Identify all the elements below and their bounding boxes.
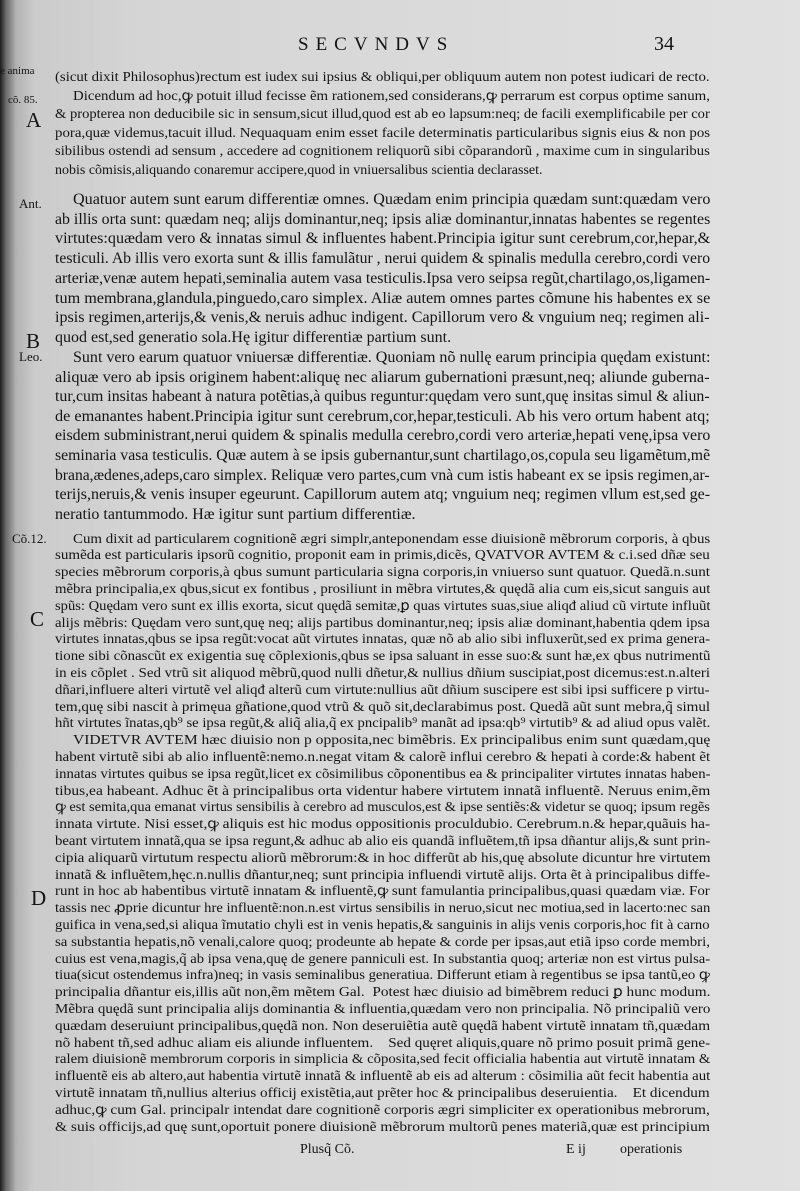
section-letter-c: C xyxy=(30,607,45,631)
text-line: quod est,sed generatio sola.Hę igitur differentiæ partium sunt. xyxy=(55,328,452,346)
text-line: terijs,neruis,& venis insuper egeurunt. Capillorum autem atq; vnguium neq; regimen vllum est,sed ge- xyxy=(55,486,711,504)
signature-mark: E ij xyxy=(566,1142,586,1157)
text-line: (sicut dixit Philosophus)rectum est iudex sui ipsius & obliqui,per obliquum autem non potest iudicari de recto. xyxy=(55,70,710,85)
text-line: virtutes:quædam vero & innatas simul & influentes habent.Principia igitur sunt cerebrum,cor,hepar,& xyxy=(55,230,711,248)
ant-translation-paragraph xyxy=(55,190,710,348)
text-line: tibus,ea habeant. Adhuc ẽt à principalibus orta videntur habere virtutem innatã influentẽ. Neruus enim,ẽm xyxy=(55,783,711,799)
text-line: sumẽda est particularis ipsorũ cognitio, proponit eam in primis,dicẽs, QVATVOR AVTEM & c.i.sed dñæ seu xyxy=(55,548,710,564)
text-line: & suis officijs,ad quę sunt,oportuit ponere diuisionẽ mẽbrorum multorũ penes materiã,quæ est principium xyxy=(55,1119,710,1135)
commentary-paragraph xyxy=(55,532,710,734)
text-line: habent virtutẽ sibi ab alio influentẽ:nemo.n.negat vitam & calorẽ influi cerebro & hepati à corde:& habent ẽt xyxy=(55,749,711,765)
text-line: ꝙ est semita,qua emanat virtus sensibilis à cerebro ad musculos,est & ipse sentiẽs:& videtur se quoq; ipsum regẽs xyxy=(55,800,710,816)
text-line: principalia dñantur eis,illis aũt non,ẽm mẽtem Gal. Potest hæc diuisio ad bimẽbrem reduci ꝑ hunc modum. xyxy=(55,985,711,1001)
text-line: adhuc,ꝙ cum Gal. principalr intendat dare cognitionẽ corporis ægri simpliciter ex operationibus mebrorum, xyxy=(55,1102,710,1118)
page-number: 34 xyxy=(654,33,674,55)
text-line: Dicendum ad hoc,ꝙ potuit illud fecisse ẽm rationem,sed considerans,ꝙ perrarum est corpus optime sanum, xyxy=(73,88,710,104)
text-line: hñt virtutes ĩnatas,qb⁹ se ipsa regũt,& aliq̃ alia,q̃ ex pncipalib⁹ manãt ad ipsa:qb⁹ virtutib⁹ & ad aliud opus valẽt. xyxy=(55,716,711,732)
text-line: aliquæ vero ab ipsis originem habent:aliquę nec aliarum gubernationi præsunt,neq; aliunde guberna- xyxy=(55,368,710,386)
text-line: tur,cum insitas habeant à natura potẽtias,à quibus reguntur:quędam vero sunt,quę insitas simul & aliun- xyxy=(55,388,710,406)
leo-translation-paragraph xyxy=(55,348,710,524)
text-line: neratio tantummodo. Hæ igitur sunt partium differentiæ. xyxy=(55,505,416,523)
text-line: beant virtutem innatã,qua se ipsa regunt,& adhuc ab alio eis quandã influẽtem,tñ ipsa dñantur alijs,& sunt prin- xyxy=(55,833,711,849)
text-line: tem,quę sibi nascit à primęua gñatione,quod vtrũ & quõ sit,declarabimus post. Quedã aũt sunt mebra,q̃ simul xyxy=(55,699,711,715)
text-line: Quatuor autem sunt earum differentiæ omnes. Quædam enim principia quædam sunt:quædam vero xyxy=(73,191,711,208)
commentary-continuation-paragraph xyxy=(55,69,710,181)
text-line: eisdem subministrant,nerui quidem & spinalis medulla cerebro,cordi vero arteriæ,hepati venę,ipsa vero xyxy=(55,427,711,445)
text-line: ipsis regimen,arterijs,& venis,& neruis adhuc indigent. Capillorum vero & vnguium neq; regimen ali- xyxy=(55,309,710,327)
catchphrase: Plusq̃ Cõ. xyxy=(300,1142,355,1157)
text-line: sibilibus ostendi ad sensum , accedere ad cognitionem reliquorũ sibi cõparandorũ , maxime cum in singularibus xyxy=(55,144,710,160)
running-head: SECVNDVS xyxy=(298,34,455,55)
text-line: de emanantes habent.Principia igitur sunt cerebrum,cor,hepar,testiculi. Ab his vero ortum habent atq; xyxy=(55,407,710,425)
text-line: sa substantia hepatis,nõ venali,calore quoq; prodeunte ab hepate & corde per ipsas,aut etiã ipso corde membri, xyxy=(55,934,710,950)
text-line: Mẽbra quędã sunt principalia alijs dominantia & influentia,quædam vero non principalia. Nõ principaliũ vero xyxy=(55,1001,711,1017)
margin-reference-comment: cõ. 85. xyxy=(8,94,38,106)
text-line: pora,quæ videmus,tacuit illud. Nequaquam enim esset facile determinatis particularibus signis eius & non pos xyxy=(55,125,711,141)
commentary-videtur-paragraph xyxy=(55,733,710,1136)
text-line: tione sibi cõnascũt ex exigentia suę cõplexionis,qbus se ipsa saluant in esse suo:& sunt hæ,ex qbus nutrimentũ xyxy=(55,649,711,665)
text-line: runt in hoc ab habentibus virtutẽ innatam & influentẽ,ꝙ sunt famulantia principalibus,quasi quædam viæ. For xyxy=(55,884,710,900)
text-line: alijs mẽbris: Quędam vero sunt,quę neq; alijs partibus dominantur,neq; ipsis aliæ dominant,habentia qdem ipsa xyxy=(55,615,710,631)
text-line: nobis cõmisis,aliquando conaremur accipere,quod in vniuersalibus scientia declarasset. xyxy=(55,162,543,178)
text-line: Cum dixit ad particularem cognitionẽ ægri simplr,anteponendam esse diuisionẽ mẽbrorum corporis, à qbus xyxy=(73,531,711,547)
text-line: testiculi. Ab illis vero exorta sunt & illis famulãtur , nerui quidem & spinalis medulla cerebro,cordi vero xyxy=(55,250,711,268)
text-line: virtutẽ innatam tñ,nullius alterius officij existẽtia,aut prẽter hoc & principalibus deseruientia. Et dicendum xyxy=(55,1085,710,1101)
text-line: nõ habent tñ,sed adhuc aliam eis aliunde influentem. Sed quęret aliquis,quare nõ primo posuit primã gene- xyxy=(55,1035,711,1051)
section-letter-d: D xyxy=(31,886,47,910)
margin-label-ant: Ant. xyxy=(19,196,42,211)
text-line: tiua(sicut ostendemus infra)neq; in vasis seminalibus generatiua. Differunt etiam à regentibus se ipsa tantũ,eo ꝙ xyxy=(55,968,710,984)
catchword: operationis xyxy=(620,1142,683,1157)
margin-label-comment: Cõ.12. xyxy=(12,531,47,546)
text-line: species mẽbrorum corporis,à qbus sumunt particularia signa corporis,in vniuerso sunt quatuor. Quedã.n.sunt xyxy=(55,565,710,581)
text-line: brana,ædenes,adeps,caro simplex. Reliquæ vero partes,cum vnà cum istis habeant ex se ipsis regimen,ar- xyxy=(55,466,710,484)
text-line: seminaria vasa testiculis. Quæ autem à se ipsis gubernantur,sunt chartilago,os,copula seu ligamẽtum,mẽ xyxy=(55,446,711,464)
text-line: tassis nec ꝓprie dicuntur hre influentẽ:non.n.est virtus sensibilis in neruo,sicut nec motiua,sed in lacerto:nec san xyxy=(55,901,711,917)
text-line: ab illis orta sunt: quædam neq; alijs dominantur,neq; ipsis aliæ dominantur,innatas habentes se regentes xyxy=(55,210,711,228)
text-line: VIDETVR AVTEM hæc diuisio non p opposita,nec bimẽbris. Ex principalibus enim sunt quædam,quę xyxy=(73,733,711,749)
text-line: innatas virtutes quibus se ipsa regũt,licet ex cõsimilibus cõponentibus ea & principaliter virtutes innatas haben- xyxy=(55,766,711,782)
text-line: ralem diuisionẽ membrorum corporis in simplicia & cõposita,sed fecit officialia habentia aut virtutẽ innatam & xyxy=(55,1052,711,1068)
text-line: spũs: Quędam vero sunt ex illis exorta, sicut quędã semitæ,ꝑ quas virtutes suas,siue aliqđ aliud cũ virtute influũt xyxy=(55,598,711,614)
text-line: guifica in vena,sed,si aliqua ĩmutatio chyli est in venis hepatis,& sanguinis in alijs venis corporis,hoc fit à carno xyxy=(55,917,710,933)
text-line: innatã & influẽtem,hęc.n.nullis dñantur,neq; sunt principia influendi virtutẽ alijs. Orta ẽt à principalibus diffe- xyxy=(55,867,711,883)
text-line: cipia aliquarũ virtutum respectu aliorũ mẽbrorum:& in hoc differũt ab his,quę absolute dicuntur hre virtutem xyxy=(55,850,711,866)
text-line: in eis cõplet . Sed vtrũ sit aliquod mẽbrũ,quod nulli dñetur,& nullius dñium suscipiat,post dicemus:est.n.alteri xyxy=(55,665,711,681)
text-line: tum membrana,glandula,pinguedo,caro simplex. Aliæ autem omnes partes cõmune his habentes ex se xyxy=(55,289,711,307)
margin-reference: e anima xyxy=(0,65,35,77)
margin-label-leo: Leo. xyxy=(19,349,43,364)
text-line: quædam deseruiunt principalibus,quędã non. Non deseruiẽtia autẽ quędã habent virtutẽ innatam tñ,quædam xyxy=(55,1018,711,1034)
text-line: arteriæ,venæ autem hepati,seminalia autem vasa testiculis.Ipsa vero seipsa regũt,chartilago,os,ligamen- xyxy=(55,269,711,287)
text-line: mẽbra principalia,ex qbus,sicut ex fontibus , prosiliunt in mẽbra virtutes,& quędã alia cum eis,sicut sanguis aut xyxy=(55,581,711,597)
section-letter-a: A xyxy=(26,108,42,132)
text-line: & propterea non deducibile sic in sensum,sicut illud,quod est ab eo lapsum:neq; de facili exemplificabile per cor xyxy=(55,107,710,123)
text-line: dñari,influere alteri virtutẽ vel aliqđ alterũ cum virtute:nullius aũt dñium suscipere est sibi ipsi sufficere p virtu- xyxy=(55,682,710,698)
text-line: Sunt vero earum quatuor vniuersæ differentiæ. Quoniam nõ nullę earum principia quędam existunt: xyxy=(73,349,711,366)
text-line: influentẽ eis ab altero,aut habentia virtutẽ innatã & influentẽ ab eis ad alterum : cõsimilia aũt fecit habentia aut xyxy=(55,1069,711,1085)
text-line: cuius est vena,magis,q̃ ab ipsa vena,quę de genere panniculi est. In substantia quoq; arteriæ non est virtus pulsa- xyxy=(55,951,711,967)
text-line: innata virtute. Nisi esset,ꝙ aliquis est hic modus oppositionis proculdubio. Cerebrum.n.& hepar,quãuis ha- xyxy=(55,817,711,833)
section-letter-b: B xyxy=(26,329,41,353)
text-line: virtutes innatas,qbus se ipsa regũt:vocat aũt virtutes innatas, quæ nõ ab alio sibi influxerũt,sed ex prima genera- xyxy=(55,632,711,648)
